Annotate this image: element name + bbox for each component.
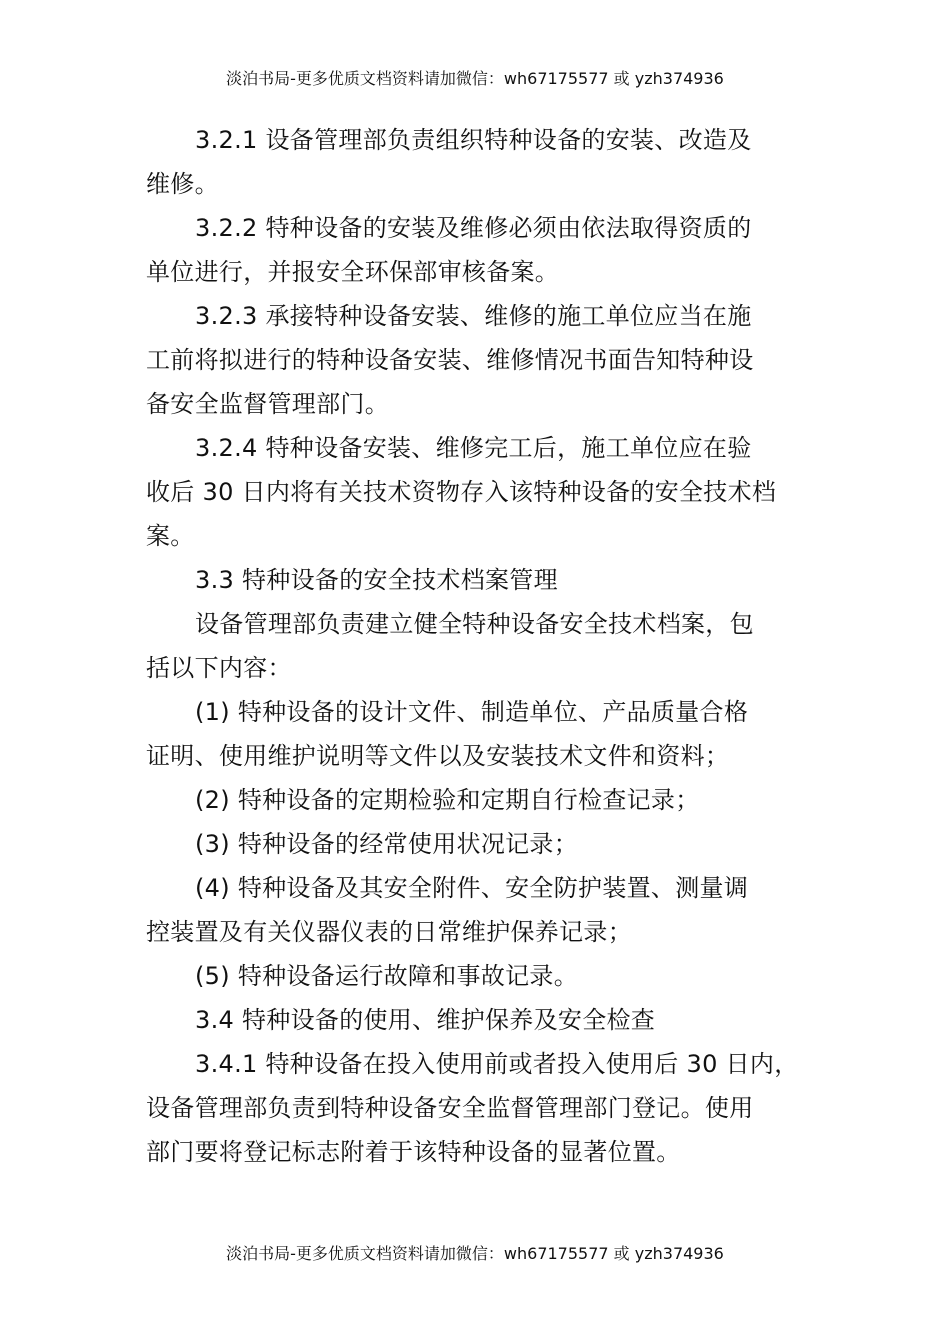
page-header-watermark: 淡泊书局-更多优质文档资料请加微信：wh67175577 或 yzh374936	[226, 69, 724, 88]
body-line: 括以下内容：	[146, 654, 292, 682]
body-line: 3.2.1 设备管理部负责组织特种设备的安装、改造及	[195, 126, 752, 154]
section-heading-3-3: 3.3 特种设备的安全技术档案管理	[195, 566, 558, 594]
body-line: 单位进行，并报安全环保部审核备案。	[146, 258, 560, 286]
body-line: 工前将拟进行的特种设备安装、维修情况书面告知特种设	[146, 346, 754, 374]
list-item: (3) 特种设备的经常使用状况记录；	[195, 830, 579, 858]
list-item-continuation: 证明、使用维护说明等文件以及安装技术文件和资料；	[146, 742, 730, 770]
body-line: 3.2.4 特种设备安装、维修完工后，施工单位应在验	[195, 434, 752, 462]
list-item: (5) 特种设备运行故障和事故记录。	[195, 962, 579, 990]
list-item: (4) 特种设备及其安全附件、安全防护装置、测量调	[195, 874, 749, 902]
body-line: 收后 30 日内将有关技术资物存入该特种设备的安全技术档	[146, 478, 777, 506]
list-item: (1) 特种设备的设计文件、制造单位、产品质量合格	[195, 698, 749, 726]
body-line: 设备管理部负责建立健全特种设备安全技术档案，包	[195, 610, 754, 638]
body-line: 3.2.3 承接特种设备安装、维修的施工单位应当在施	[195, 302, 752, 330]
section-heading-3-4: 3.4 特种设备的使用、维护保养及安全检查	[195, 1006, 656, 1034]
body-line: 3.2.2 特种设备的安装及维修必须由依法取得资质的	[195, 214, 752, 242]
page-footer-watermark: 淡泊书局-更多优质文档资料请加微信：wh67175577 或 yzh374936	[226, 1244, 724, 1263]
body-line: 维修。	[146, 170, 219, 198]
body-line: 案。	[146, 522, 195, 550]
body-line: 3.4.1 特种设备在投入使用前或者投入使用后 30 日内，	[195, 1050, 799, 1078]
list-item-continuation: 控装置及有关仪器仪表的日常维护保养记录；	[146, 918, 632, 946]
list-item: (2) 特种设备的定期检验和定期自行检查记录；	[195, 786, 700, 814]
body-line: 备安全监督管理部门。	[146, 390, 389, 418]
document-body	[146, 118, 811, 1174]
body-line: 部门要将登记标志附着于该特种设备的显著位置。	[146, 1138, 681, 1166]
body-line: 设备管理部负责到特种设备安全监督管理部门登记。使用	[146, 1094, 754, 1122]
